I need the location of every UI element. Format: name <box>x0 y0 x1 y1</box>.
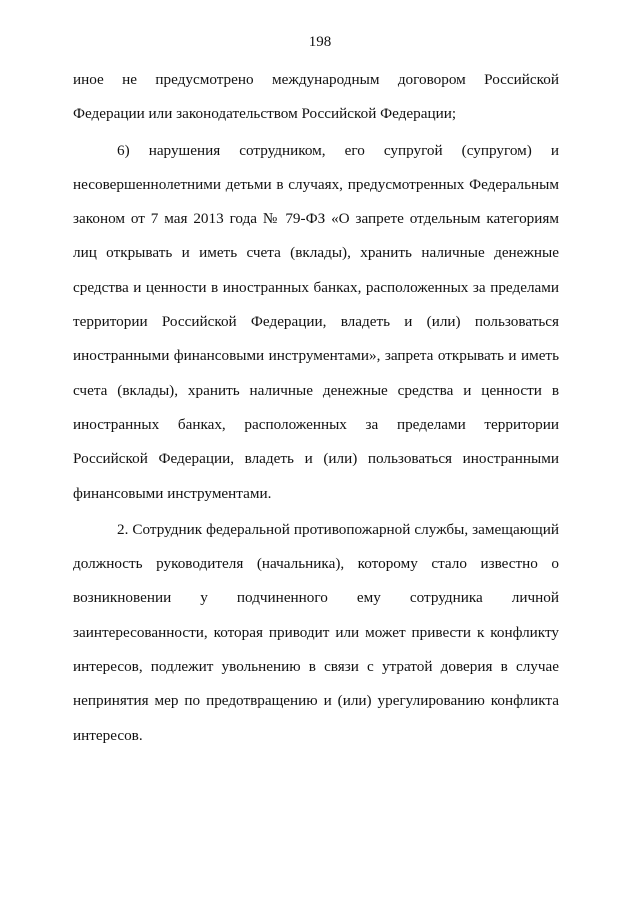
paragraph-item-6: 6) нарушения сотрудником, его супругой (супругом) и несовершеннолетними детьми в случаях, предусмотренных Федеральным законом от 7 мая 2013 года № 79-ФЗ «О запрете отдельным категориям лиц открывать и иметь счета (вклады), хранить наличные денежные средства и ценности в иностранных банках, расположенных за пределами территории Российской Федерации, владеть и (или) пользоваться иностранными финансовыми инструментами», запрета открывать и иметь счета (вклады), хранить наличные денежные средства и ценности в иностранных банках, расположенных за пределами территории Российской Федерации, владеть и (или) пользоваться иностранными финансовыми инструментами. <box>73 141 559 502</box>
paragraph-section-2: 2. Сотрудник федеральной противопожарной службы, замещающий должность руководителя (начальника), которому стало известно о возникновении у подчиненного ему сотрудника личной заинтересованности, которая приводит или может привести к конфликту интересов, подлежит увольнению в связи с утратой доверия в случае непринятия мер по предотвращению и (или) урегулированию конфликта интересов. <box>73 520 559 744</box>
paragraph-continuation: иное не предусмотрено международным договором Российской Федерации или законодательством Российской Федерации; <box>73 71 559 123</box>
document-body <box>73 63 559 753</box>
page-number: 198 <box>308 34 332 50</box>
